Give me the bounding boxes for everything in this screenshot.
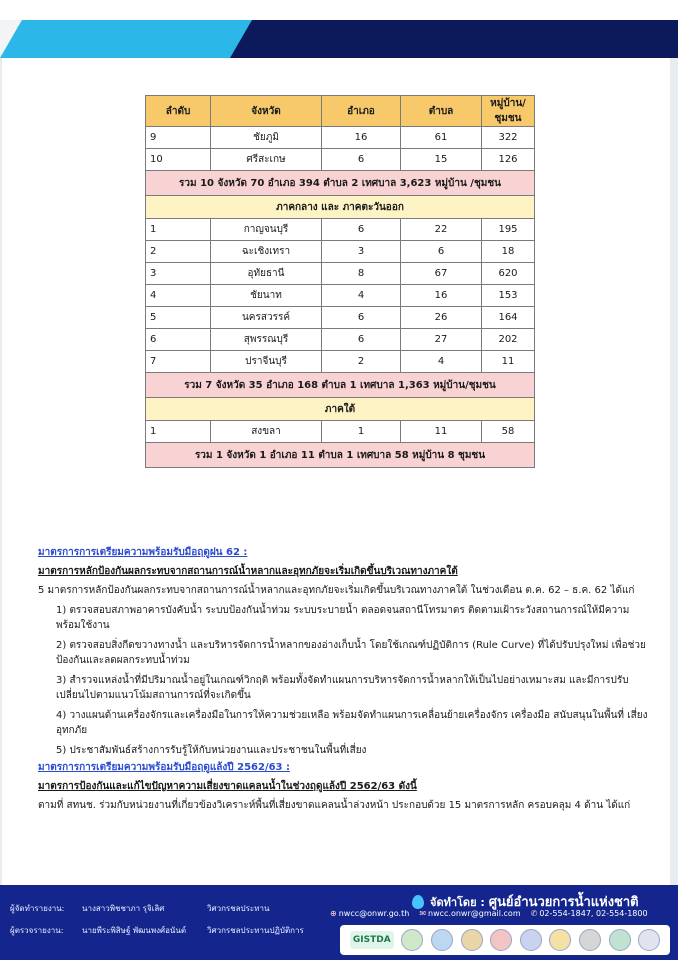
col-header-district: อำเภอ [322,96,401,127]
left-border [0,58,2,898]
email-1[interactable]: nwcc@onwr.go.th [338,909,410,918]
drought-subheading: มาตรการป้องกันและแก้ไขปัญหาความเสี่ยงขาดแคลนน้ำในช่วงฤดูแล้งปี 2562/63 ดังนี้ [38,781,417,792]
row-district: 1 [322,421,401,443]
rainy-season-section [38,545,648,758]
phone-number: 02-554-1847, 02-554-1800 [539,909,648,918]
rainy-item-2: 2) ตรวจสอบสิ่งกีดขวางทางน้ำ และบริหารจัดการน้ำหลากของอ่างเก็บน้ำ โดยใช้เกณฑ์ปฏิบัติการ (Rule Curve) ที่ได้ปรับปรุงใหม่ เพื่อช่วยป้องกันและลดผลกระทบน้ำท่วม [56,640,646,666]
row-village: 164 [482,307,535,329]
row-order: 1 [146,219,211,241]
row-district: 4 [322,285,401,307]
partner-logo [520,929,542,951]
table-row [146,285,535,307]
row-district: 6 [322,307,401,329]
partner-logo [638,929,660,951]
rainy-item-4: 4) วางแผนด้านเครื่องจักรและเครื่องมือในการให้ความช่วยเหลือ พร้อมจัดทำแผนการเคลื่อนย้ายเครื่องจักร เครื่องมือ สนับสนุนในพื้นที่ เสี่ยงอุทกภัย [56,710,648,736]
partner-logo [549,929,571,951]
preparer-name: นางสาวพิชชาภา รุจิเลิศ [82,903,165,913]
row-district: 3 [322,241,401,263]
preparer-position: วิศวกรชลประทาน [207,903,270,913]
row-village: 195 [482,219,535,241]
total-row [146,443,535,468]
row-province: อุทัยธานี [211,263,322,285]
total-south: รวม 1 จังหวัด 1 อำเภอ 11 ตำบล 1 เทศบาล 58 หมู่บ้าน 8 ชุมชน [146,443,535,468]
row-subdistrict: 26 [401,307,482,329]
row-order: 5 [146,307,211,329]
table-row [146,263,535,285]
partner-logos [340,925,670,955]
row-order: 10 [146,149,211,171]
email-2[interactable]: nwcc.onwr@gmail.com [428,909,521,918]
drought-section [38,760,648,813]
region-south: ภาคใต้ [146,398,535,421]
row-order: 4 [146,285,211,307]
row-village: 58 [482,421,535,443]
drought-text: ตามที่ สทนช. ร่วมกับหน่วยงานที่เกี่ยวข้องวิเคราะห์พื้นที่เสี่ยงขาดแคลนน้ำล่วงหน้า ประกอบด้วย 15 มาตรการหลัก ครอบคลุม 4 ด้าน ได้แก่ [38,800,631,811]
row-province: ศรีสะเกษ [211,149,322,171]
table-row [146,241,535,263]
partner-logo [401,929,423,951]
rainy-item-3: 3) สำรวจแหล่งน้ำที่มีปริมาณน้ำอยู่ในเกณฑ์วิกฤติ พร้อมทั้งจัดทำแผนการบริหารจัดการน้ำหลากให้เป็นไปอย่างเหมาะสม และมีการปรับเปลี่ยนไปตามแนวโน้มสถานการณ์ที่จะเกิดขึ้น [56,675,629,701]
rainy-season-heading[interactable]: มาตรการการเตรียมความพร้อมรับมือฤดูฝน 62 : [38,547,248,558]
partner-logo [609,929,631,951]
row-village: 322 [482,127,535,149]
row-subdistrict: 16 [401,285,482,307]
row-order: 9 [146,127,211,149]
row-subdistrict: 67 [401,263,482,285]
row-subdistrict: 15 [401,149,482,171]
total-row [146,373,535,398]
row-village: 620 [482,263,535,285]
table-row [146,421,535,443]
mail-icon: ✉ [419,909,427,918]
row-province: ฉะเชิงเทรา [211,241,322,263]
row-order: 2 [146,241,211,263]
water-drop-icon [412,895,424,909]
row-subdistrict: 27 [401,329,482,351]
rainy-intro: 5 มาตรการหลักป้องกันผลกระทบจากสถานการณ์น้ำหลากและอุทกภัยจะเริ่มเกิดขึ้นบริเวณทางภาคใต้ ในช่วงเดือน ต.ค. 62 – ธ.ค. 62 ได้แก่ [38,585,635,596]
row-village: 18 [482,241,535,263]
row-district: 6 [322,329,401,351]
rainy-item-5: 5) ประชาสัมพันธ์สร้างการรับรู้ให้กับหน่วยงานและประชาชนในพื้นที่เสี่ยง [56,745,367,756]
row-province: สงขลา [211,421,322,443]
row-province: ชัยนาท [211,285,322,307]
partner-logo [461,929,483,951]
drought-heading[interactable]: มาตรการการเตรียมความพร้อมรับมือฤดูแล้งปี 2562/63 : [38,762,290,773]
row-province: ปราจีนบุรี [211,351,322,373]
gistda-logo: GISTDA [350,931,394,949]
reviewer-position: วิศวกรชลประทานปฏิบัติการ [207,925,304,935]
table-row [146,127,535,149]
table-row [146,307,535,329]
row-province: นครสวรรค์ [211,307,322,329]
row-district: 6 [322,149,401,171]
row-order: 6 [146,329,211,351]
total-central-east: รวม 7 จังหวัด 35 อำเภอ 168 ตำบล 1 เทศบาล 1,363 หมู่บ้าน/ชุมชน [146,373,535,398]
table-row [146,219,535,241]
row-district: 16 [322,127,401,149]
col-header-order: ลำดับ [146,96,211,127]
table-row [146,351,535,373]
region-row [146,398,535,421]
row-province: ชัยภูมิ [211,127,322,149]
reviewer-name: นายพีระพิสิษฐ์ พัฒนพงศ์อนันต์ [82,925,187,935]
org-name: ศูนย์อำนวยการน้ำแห่งชาติ [488,895,639,910]
row-subdistrict: 4 [401,351,482,373]
rainy-season-subheading: มาตรการหลักป้องกันผลกระทบจากสถานการณ์น้ำหลากและอุทกภัยจะเริ่มเกิดขึ้นบริเวณทางภาคใต้ [38,566,458,577]
row-order: 1 [146,421,211,443]
row-village: 202 [482,329,535,351]
row-district: 6 [322,219,401,241]
col-header-subdistrict: ตำบล [401,96,482,127]
col-header-village: หมู่บ้าน/ชุมชน [482,96,535,127]
row-order: 3 [146,263,211,285]
right-border [670,58,678,898]
preparer-label: ผู้จัดทำรายงาน: [10,903,65,913]
report-credits [10,897,310,941]
row-district: 8 [322,263,401,285]
org-prefix: จัดทำโดย : [430,895,485,909]
globe-icon: ⊕ [330,909,337,918]
row-subdistrict: 22 [401,219,482,241]
flood-area-table [145,95,535,468]
row-subdistrict: 6 [401,241,482,263]
row-province: กาญจนบุรี [211,219,322,241]
footer [0,885,678,960]
row-subdistrict: 11 [401,421,482,443]
contacts [330,909,648,918]
row-village: 11 [482,351,535,373]
table-row [146,329,535,351]
partner-logo [431,929,453,951]
total-northeast: รวม 10 จังหวัด 70 อำเภอ 394 ตำบล 2 เทศบาล 3,623 หมู่บ้าน /ชุมชน [146,171,535,196]
row-village: 153 [482,285,535,307]
region-row [146,196,535,219]
row-order: 7 [146,351,211,373]
row-district: 2 [322,351,401,373]
partner-logo [579,929,601,951]
row-province: สุพรรณบุรี [211,329,322,351]
table-row [146,149,535,171]
rainy-item-1: 1) ตรวจสอบสภาพอาคารบังคับน้ำ ระบบป้องกันน้ำท่วม ระบบระบายน้ำ ตลอดจนสถานีโทรมาตร ติดตามเฝ้าระวังสถานการณ์ให้มีความ พร้อมใช้งาน [56,605,630,631]
row-subdistrict: 61 [401,127,482,149]
phone-icon: ✆ [530,909,538,918]
region-central-east: ภาคกลาง และ ภาคตะวันออก [146,196,535,219]
partner-logo [490,929,512,951]
row-village: 126 [482,149,535,171]
table-header-row [146,96,535,127]
header-banner [0,0,678,58]
col-header-province: จังหวัด [211,96,322,127]
total-row [146,171,535,196]
reviewer-label: ผู้ตรวจรายงาน: [10,925,64,935]
